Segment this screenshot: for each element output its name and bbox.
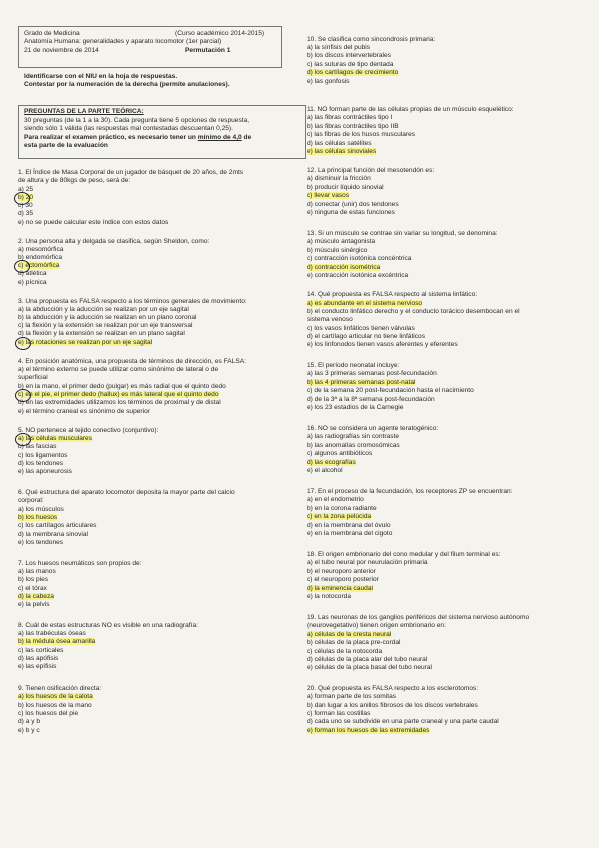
right-question-line-text: d) en la membrana del óvulo — [307, 522, 391, 529]
right-question-line — [307, 379, 589, 387]
right-question-line — [307, 61, 589, 69]
right-question-line — [307, 78, 589, 86]
teoria-line-3a: Para realizar el examen práctico, es necesario tener un — [24, 134, 198, 141]
right-question-line — [307, 52, 589, 60]
left-question-line-text: e) las rotaciones se realizan por un eje sagital — [18, 339, 153, 346]
right-question-line — [307, 167, 589, 175]
left-question-line — [18, 322, 300, 330]
right-question-line — [307, 467, 589, 475]
left-question-line-text: 5. NO pertenece al tejido conectivo (conjuntivo): — [18, 427, 159, 434]
left-question-line-text: 2. Una persona alta y delgada se clasifica, según Sheldon, como: — [18, 238, 210, 245]
right-question-line — [307, 450, 589, 458]
left-question-line — [18, 468, 300, 476]
right-question-line — [307, 175, 589, 183]
right-question-line-text: e) forman los huesos de las extremidades — [307, 727, 430, 734]
left-question-line-text: a) las células musculares — [18, 435, 93, 442]
left-question-line-text: e) las epífisis — [18, 663, 57, 670]
left-question-line — [18, 460, 300, 468]
left-question-line — [18, 169, 300, 177]
left-question-line — [18, 585, 300, 593]
right-question-line — [307, 433, 589, 441]
left-question-line — [18, 568, 300, 576]
left-question-line — [18, 601, 300, 609]
pen-circle-q2 — [14, 260, 30, 273]
left-question-line-text: e) no se puede calcular este índice con estos datos — [18, 219, 169, 226]
left-question-line — [18, 279, 300, 287]
right-question-line-text: e) la notocorda — [307, 593, 351, 600]
right-question-line — [307, 718, 589, 726]
right-question-line-text: 19. Las neuronas de los ganglios periféricos del sistema nervioso autónomo — [307, 614, 530, 621]
left-question-line-text: 3. Una propuesta es FALSA respecto a los términos generales de movimiento: — [18, 298, 247, 305]
right-question-line-text: c) las fibras de los husos musculares — [307, 131, 416, 138]
left-question-line — [18, 647, 300, 655]
right-question-line-text: d) contracción isométrica — [307, 264, 381, 271]
left-question-line — [18, 254, 300, 262]
right-question-line — [307, 209, 589, 217]
right-question-line-text: b) en la corona radiante — [307, 505, 377, 512]
left-question-line — [18, 489, 300, 497]
right-question-line — [307, 496, 589, 504]
left-question-line-text: d) los tendones — [18, 460, 64, 467]
right-question-line — [307, 513, 589, 521]
right-question-line-text: a) disminuir la fricción — [307, 175, 371, 182]
header-line-3-right: Permutación 1 — [185, 47, 231, 54]
right-question-line — [307, 425, 589, 433]
left-question-line — [18, 710, 300, 718]
right-question-line — [307, 593, 589, 601]
right-question-line-text: c) contracción isotónica concéntrica — [307, 255, 412, 262]
right-question-line-text: a) en el endometrio — [307, 496, 364, 503]
right-column — [307, 0, 589, 848]
right-question-line-text: c) forman las costillas — [307, 710, 371, 717]
left-question-line — [18, 210, 300, 218]
right-question-line-text: 20. Qué propuesta es FALSA respecto a los esclerotomos: — [307, 685, 479, 692]
left-question-line — [18, 497, 300, 505]
right-question-line — [307, 148, 589, 156]
pen-circle-q4 — [15, 389, 31, 402]
right-question-line — [307, 114, 589, 122]
right-question-line — [307, 685, 589, 693]
right-question-line — [307, 272, 589, 280]
left-question-line — [18, 427, 300, 435]
left-question-line-text: d) la flexión y la extensión se realizan en un plano sagital — [18, 330, 185, 337]
left-question-line — [18, 408, 300, 416]
left-question-line — [18, 727, 300, 735]
left-question-line-text: e) pícnica — [18, 279, 47, 286]
left-question-line — [18, 443, 300, 451]
right-question-line — [307, 559, 589, 567]
right-question-line-text: b) el conducto linfático derecho y el conducto torácico desembocan en el — [307, 308, 520, 315]
left-question-line-text: 8. Cuál de estas estructuras NO es visible en una radiografía: — [18, 622, 198, 629]
right-question-line — [307, 404, 589, 412]
right-question-line-text: 15. El período neonatal incluye: — [307, 362, 400, 369]
right-question-line — [307, 184, 589, 192]
left-question-line — [18, 330, 300, 338]
right-question-line-text: e) el alcohol — [307, 467, 343, 474]
right-question-line-text: e) en la membrana del cigoto — [307, 530, 393, 537]
right-question-line — [307, 614, 589, 622]
right-question-line — [307, 44, 589, 52]
right-question-line-text: a) células de la cresta neural — [307, 631, 392, 638]
left-question-line — [18, 539, 300, 547]
header-line-1-right: (Curso académico 2014-2015) — [175, 30, 265, 37]
right-question-line — [307, 551, 589, 559]
right-question-line-text: c) las suturas de tipo dentada — [307, 61, 394, 68]
left-question-line-text: 4. En posición anatómica, una propuesta de términos de dirección, es FALSA: — [18, 358, 246, 365]
right-question-line-text: e) ninguna de estas funciones — [307, 209, 395, 216]
right-question-line-text: a) las radiografías sin contraste — [307, 433, 399, 440]
right-question-line-text: 12. La principal función del mesotendón es: — [307, 167, 435, 174]
right-question-line-text: c) células de la notocorda — [307, 648, 383, 655]
left-question-line — [18, 655, 300, 663]
right-question-line-text: d) de la 3ª a la 8ª semana post-fecundación — [307, 396, 435, 403]
left-question-line-text: 6. Qué estructura del aparato locomotor deposita la mayor parte del calcio — [18, 489, 235, 496]
right-question-line — [307, 693, 589, 701]
left-question-line-text: superficial — [18, 374, 48, 381]
right-question-line-text: a) las fibras contráctiles tipo I — [307, 114, 393, 121]
left-question-line-text: e) la pelvis — [18, 601, 50, 608]
left-question-line — [18, 522, 300, 530]
left-question-line-text: a) las trabéculas óseas — [18, 630, 86, 637]
right-question-line-text: e) células de la placa basal del tubo neural — [307, 664, 432, 671]
left-question-line — [18, 306, 300, 314]
right-question-line-text: a) las 3 primeras semanas post-fecundación — [307, 370, 437, 377]
teoria-line-3c: de — [241, 134, 252, 141]
left-question-line-text: d) 35 — [18, 210, 34, 217]
right-question-line-text: c) en la zona pelúcida — [307, 513, 372, 520]
left-question-line — [18, 339, 300, 347]
right-question-line — [307, 247, 589, 255]
header-line-3-left: 21 de noviembre de 2014 — [24, 47, 99, 54]
left-question-line-text: d) atlética — [18, 270, 47, 277]
right-question-line-text: c) el neuroporo posterior — [307, 576, 379, 583]
right-question-line-text: d) la eminencia caudal — [307, 585, 373, 592]
pen-circle-q1 — [14, 192, 30, 205]
right-question-line — [307, 230, 589, 238]
right-question-line-text: e) los linfonodos tienen vasos aferentes y eferentes — [307, 341, 458, 348]
right-question-line — [307, 622, 589, 630]
left-question-line — [18, 630, 300, 638]
right-question-line-text: b) las anomalías cromosómicas — [307, 442, 400, 449]
right-question-line-text: 11. NO forman parte de las células propias de un músculo esquelético: — [307, 106, 514, 113]
right-question-line-text: b) los discos intervertebrales — [307, 52, 391, 59]
left-question-line-text: a) 25 — [18, 186, 34, 193]
right-question-line — [307, 325, 589, 333]
right-question-line — [307, 585, 589, 593]
teoria-line-2: siendo sólo 1 válida (las respuestas mal contestadas descuentan 0,25). — [24, 125, 233, 132]
left-question-line-text: d) las apófisis — [18, 655, 59, 662]
right-question-line-text: a) forman parte de los somitas — [307, 693, 397, 700]
left-question-line — [18, 685, 300, 693]
right-question-line-text: c) llevar vasos — [307, 192, 350, 199]
left-question-line — [18, 374, 300, 382]
right-question-line — [307, 131, 589, 139]
left-question-line-text: a) el término externo se puede utilizar como sinónimo de lateral o de — [18, 366, 219, 373]
left-question-line-text: 1. El Índice de Masa Corporal de un jugador de básquet de 20 años, de 2mts — [18, 169, 244, 176]
right-question-line — [307, 264, 589, 272]
right-question-line-text: e) las gonfosis — [307, 78, 350, 85]
left-question-line-text: a) los músculos — [18, 506, 64, 513]
left-question-line — [18, 702, 300, 710]
header-line-1-left: Grado de Medicina — [24, 30, 80, 37]
instructions-line-2: Contestar por la numeración de la derecha (permite anulaciones). — [24, 81, 230, 88]
left-question-line-text: a) las manos — [18, 568, 56, 575]
left-question-line-text: c) la flexión y la extensión se realizan por un eje transversal — [18, 322, 193, 329]
left-question-line — [18, 391, 300, 399]
left-question-line-text: corporal: — [18, 497, 44, 504]
right-question-line — [307, 522, 589, 530]
right-question-line — [307, 140, 589, 148]
left-question-line-text: b) 20 — [18, 194, 34, 201]
right-question-line-text: d) las células satélites — [307, 140, 372, 147]
right-question-line — [307, 702, 589, 710]
left-question-line-text: a) los huesos de la calota — [18, 693, 93, 700]
left-question-line-text: a) mesomórfica — [18, 246, 64, 253]
right-question-line-text: e) contracción isotónica excéntrica — [307, 272, 409, 279]
left-question-line — [18, 262, 300, 270]
left-question-line — [18, 177, 300, 185]
right-question-line-text: d) conectar (unir) dos tendones — [307, 201, 399, 208]
left-question-line-text: d) a y b — [18, 718, 40, 725]
left-question-line-text: e) el término craneal es sinónimo de superior — [18, 408, 150, 415]
right-question-line-text: e) las células sinoviales — [307, 148, 377, 155]
right-question-line-text: d) los cartílagos de crecimiento — [307, 69, 399, 76]
right-question-line-text: 10. Se clasifica como sincondrosis primaria: — [307, 36, 436, 43]
teoria-line-4: esta parte de la evaluación — [24, 142, 108, 149]
right-question-line — [307, 106, 589, 114]
left-question-line-text: b) endomórfica — [18, 254, 62, 261]
right-question-line-text: d) cada uno se subdivide en una parte craneal y una parte caudal — [307, 718, 499, 725]
left-question-line — [18, 452, 300, 460]
left-question-line-text: a) la abducción y la aducción se realizan por un eje sagital — [18, 306, 189, 313]
left-question-line — [18, 219, 300, 227]
left-question-line-text: c) en el pie, el primer dedo (hallux) es más lateral que el quinto dedo — [18, 391, 219, 398]
left-question-line-text: d) en las extremidades utilizamos los términos de proximal y de distal — [18, 399, 221, 406]
left-question-line-text: e) las aponeurosis — [18, 468, 72, 475]
left-question-line-text: b) los huesos de la mano — [18, 702, 92, 709]
right-question-line-text: d) el cartílago articular no tiene linfáticos — [307, 333, 426, 340]
left-question-line — [18, 531, 300, 539]
right-question-line — [307, 341, 589, 349]
left-question-line — [18, 663, 300, 671]
right-question-line — [307, 648, 589, 656]
left-question-line-text: de altura y de 80kgs de peso, será de: — [18, 177, 131, 184]
right-question-line — [307, 201, 589, 209]
right-question-line — [307, 488, 589, 496]
right-question-line — [307, 396, 589, 404]
left-question-line-text: c) el tórax — [18, 585, 47, 592]
right-question-line — [307, 576, 589, 584]
right-question-line — [307, 36, 589, 44]
left-question-line-text: b) la médula ósea amarilla — [18, 638, 96, 645]
left-question-line — [18, 560, 300, 568]
right-question-line — [307, 370, 589, 378]
left-question-line — [18, 576, 300, 584]
right-question-line-text: c) algunos antibióticos — [307, 450, 373, 457]
right-question-line-text: b) células de la placa pre-cordal — [307, 639, 401, 646]
right-question-line — [307, 631, 589, 639]
right-question-line-text: a) músculo antagonista — [307, 238, 376, 245]
right-question-line — [307, 333, 589, 341]
right-question-line — [307, 238, 589, 246]
teoria-line-1: 30 preguntas (de la 1 a la 30). Cada pregunta tiene 5 opciones de respuesta, — [24, 117, 250, 124]
right-question-line-text: b) dan lugar a los anillos fibrosos de los discos vertebrales — [307, 702, 478, 709]
right-question-line — [307, 442, 589, 450]
left-question-line-text: 9. Tienen osificación directa: — [18, 685, 102, 692]
left-question-line-text: b) los pies — [18, 576, 49, 583]
right-question-line — [307, 459, 589, 467]
teoria-line-3b: mínimo de 4,0 — [197, 134, 242, 141]
left-question-line — [18, 399, 300, 407]
right-question-line — [307, 316, 589, 324]
left-question-line-text: c) los ligamentos — [18, 452, 68, 459]
right-question-line — [307, 664, 589, 672]
left-question-line-text: c) 30 — [18, 202, 33, 209]
left-question-line-text: e) b y c — [18, 727, 40, 734]
left-question-line — [18, 202, 300, 210]
right-question-line — [307, 300, 589, 308]
header-line-2: Anatomía Humana: generalidades y aparato locomotor (1er parcial) — [24, 38, 222, 45]
left-question-line-text: d) la membrana sinovial — [18, 531, 88, 538]
right-question-line — [307, 656, 589, 664]
left-question-line-text: c) ectomórfica — [18, 262, 60, 269]
right-question-line-text: a) es abundante en el sistema nervioso — [307, 300, 423, 307]
left-question-line-text: c) los cartílagos articulares — [18, 522, 97, 529]
left-question-line-text: 7. Los huesos neumáticos son propios de: — [18, 560, 142, 567]
left-question-line — [18, 314, 300, 322]
left-question-line-text: e) los tendones — [18, 539, 64, 546]
right-question-line — [307, 530, 589, 538]
left-question-line-text: b) la abducción y la aducción se realizan en un plano coronal — [18, 314, 197, 321]
right-question-line — [307, 255, 589, 263]
left-question-line-text: b) en la mano, el primer dedo (pulgar) es más radial que el quinto dedo — [18, 383, 226, 390]
right-question-line — [307, 505, 589, 513]
left-question-line — [18, 383, 300, 391]
pen-circle-q5 — [15, 433, 31, 446]
left-question-line — [18, 238, 300, 246]
right-question-line-text: a) la sínfisis del pubis — [307, 44, 371, 51]
left-question-line — [18, 186, 300, 194]
left-question-line — [18, 270, 300, 278]
right-question-line-text: 13. Si un músculo se contrae sin variar su longitud, se denomina: — [307, 230, 498, 237]
right-question-line — [307, 727, 589, 735]
left-question-line — [18, 435, 300, 443]
left-question-line-text: c) los huesos del pie — [18, 710, 79, 717]
left-question-line — [18, 593, 300, 601]
right-question-line-text: 16. NO se considera un agente teratogénico: — [307, 425, 439, 432]
right-question-line-text: b) las 4 primeras semanas post-natal — [307, 379, 416, 386]
right-question-line-text: d) células de la placa alar del tubo neural — [307, 656, 428, 663]
left-question-line — [18, 506, 300, 514]
left-question-line — [18, 622, 300, 630]
left-question-line — [18, 358, 300, 366]
right-question-line-text: e) los 23 estadios de la Carnegie — [307, 404, 404, 411]
right-question-line-text: 17. En el proceso de la fecundación, los receptores ZP se encuentran: — [307, 488, 513, 495]
right-question-line — [307, 387, 589, 395]
right-question-line — [307, 123, 589, 131]
right-question-line-text: b) producir líquido sinovial — [307, 184, 384, 191]
right-question-line-text: (neurovegetativo) tienen origen embrionario en: — [307, 622, 446, 629]
left-question-line — [18, 638, 300, 646]
right-question-line — [307, 568, 589, 576]
right-question-line — [307, 639, 589, 647]
instructions-line-1: Identificarse con el NIU en la hoja de respuestas. — [24, 73, 178, 80]
left-column — [18, 0, 300, 848]
left-question-line — [18, 718, 300, 726]
right-question-line-text: a) el tubo neural por neurulación primaria — [307, 559, 428, 566]
left-question-line-text: b) los huesos — [18, 514, 58, 521]
left-question-line-text: c) las corticales — [18, 647, 64, 654]
left-question-line — [18, 246, 300, 254]
right-question-line-text: 18. El origen embrionario del cono medular y del filum terminal es: — [307, 551, 501, 558]
left-question-line-text: d) la cabeza — [18, 593, 54, 600]
right-question-line — [307, 291, 589, 299]
right-question-line — [307, 362, 589, 370]
left-question-line — [18, 366, 300, 374]
left-question-line — [18, 194, 300, 202]
right-question-line-text: sistema venoso — [307, 316, 353, 323]
right-question-line-text: 14. Qué propuesta es FALSA respecto al sistema linfático: — [307, 291, 478, 298]
left-question-line — [18, 514, 300, 522]
left-question-line — [18, 298, 300, 306]
pen-circle-q3 — [15, 337, 31, 350]
right-question-line-text: c) de la semana 20 post-fecundación hasta el nacimiento — [307, 387, 474, 394]
right-question-line — [307, 308, 589, 316]
right-question-line-text: d) las ecografías — [307, 459, 356, 466]
right-question-line-text: b) las fibras contráctiles tipo IIB — [307, 123, 399, 130]
right-question-line-text: b) músculo sinérgico — [307, 247, 368, 254]
left-question-line — [18, 693, 300, 701]
right-question-line — [307, 192, 589, 200]
right-question-line — [307, 710, 589, 718]
right-question-line — [307, 69, 589, 77]
left-question-line-text: b) las fascias — [18, 443, 57, 450]
teoria-title: PREGUNTAS DE LA PARTE TEÓRICA: — [24, 108, 144, 115]
right-question-line-text: b) el neuroporo anterior — [307, 568, 376, 575]
right-question-line-text: c) los vasos linfáticos tienen válvulas — [307, 325, 415, 332]
